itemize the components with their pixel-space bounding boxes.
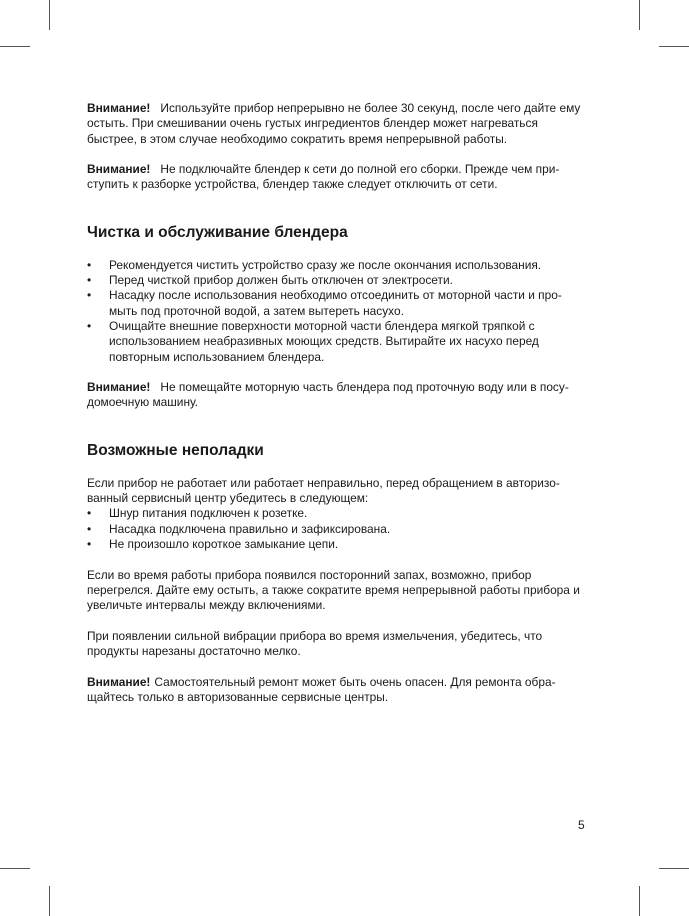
page-content — [87, 101, 587, 705]
section-title-cleaning: Чистка и обслуживание блендера — [87, 223, 348, 241]
crop-mark-top-left-h — [0, 46, 30, 47]
crop-mark-bottom-right — [639, 886, 640, 916]
list-item: • Не произошло короткое замыкание цепи. — [87, 537, 587, 552]
page-number: 5 — [578, 818, 585, 832]
warning-label: Внимание! — [87, 101, 151, 115]
crop-mark-bottom-left-h — [0, 868, 30, 869]
warning-text: Самостоятельный ремонт может быть очень опасен. Для ремонта обра-щайтесь только в авторизованные сервисные центры. — [87, 674, 556, 704]
crop-mark-top-left — [49, 0, 50, 30]
cleaning-list — [87, 258, 587, 365]
troubleshooting-intro: Если прибор не работает или работает неправильно, перед обращением в авторизо-ванный сервисный центр убедитесь в следующем: — [87, 475, 560, 506]
list-item: • Перед чисткой прибор должен быть отключен от электросети. — [87, 273, 587, 288]
crop-mark-bottom-left — [49, 886, 50, 916]
warning-label: Внимание! — [87, 380, 151, 395]
warning-text: Не помещайте моторную часть блендера под проточную воду или в посу-домоечную машину. — [87, 380, 569, 410]
warning-paragraph-1 — [87, 101, 587, 147]
crop-mark-bottom-right-h — [659, 868, 689, 869]
warning-paragraph-4 — [87, 675, 587, 706]
list-item: • Шнур питания подключен к розетке. — [87, 506, 587, 521]
list-item: • Очищайте внешние поверхности моторной части блендера мягкой тряпкой с использованием неабразивных моющих средств. Вытирайте их насухо перед повторным использованием блендера. — [87, 319, 587, 365]
troubleshooting-paragraph-1: Если во время работы прибора появился посторонний запах, возможно, прибор перегрелся. Дайте ему остыть, а также сократите время непрерывной работы прибора и увеличьте интервалы между включениями. — [87, 567, 580, 613]
section-title-troubleshooting: Возможные неполадки — [87, 441, 264, 459]
warning-text: Используйте прибор непрерывно не более 30 секунд, после чего дайте ему остыть. При смешивании очень густых ингредиентов блендер может нагреваться быстрее, в этом случае необходимо сократить время непрерывной работы. — [87, 101, 581, 146]
crop-mark-top-right-h — [659, 46, 689, 47]
warning-paragraph-2 — [87, 162, 587, 193]
warning-label: Внимание! — [87, 674, 151, 689]
list-item: • Рекомендуется чистить устройство сразу же после окончания использования. — [87, 258, 587, 273]
warning-text: Не подключайте блендер к сети до полной его сборки. Прежде чем при-ступить к разборке устройства, блендер также следует отключить от сети. — [87, 162, 560, 192]
warning-label: Внимание! — [87, 162, 151, 177]
troubleshooting-list — [87, 506, 587, 552]
list-item: • Насадка подключена правильно и зафиксирована. — [87, 522, 587, 537]
crop-mark-top-right — [639, 0, 640, 30]
troubleshooting-paragraph-2: При появлении сильной вибрации прибора во время измельчения, убедитесь, что продукты нарезаны достаточно мелко. — [87, 628, 543, 659]
list-item: • Насадку после использования необходимо отсоединить от моторной части и про-мыть под проточной водой, а затем вытереть насухо. — [87, 288, 587, 319]
warning-paragraph-3 — [87, 380, 587, 411]
